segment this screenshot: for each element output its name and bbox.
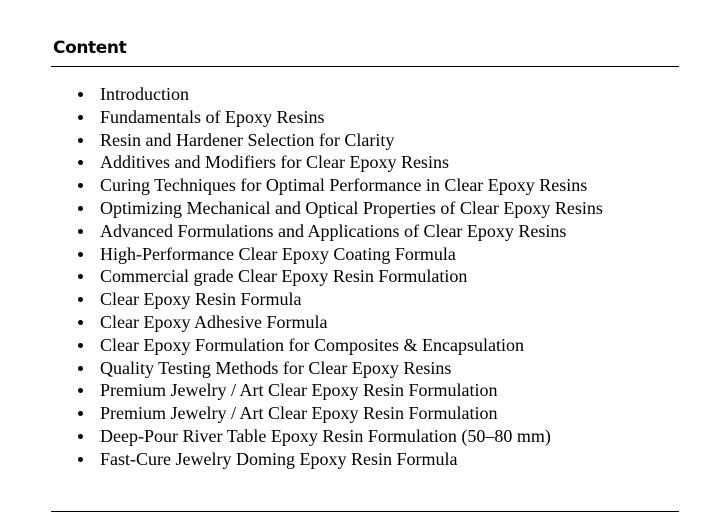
section-heading: Content xyxy=(53,38,127,58)
list-item-text: Commercial grade Clear Epoxy Resin Formulation xyxy=(100,266,468,287)
list-item xyxy=(0,106,603,129)
list-item-text: Optimizing Mechanical and Optical Properties of Clear Epoxy Resins xyxy=(100,197,603,218)
bullet-icon xyxy=(78,434,83,439)
bullet-icon xyxy=(78,115,83,120)
bullet-icon xyxy=(78,366,83,371)
list-item xyxy=(0,288,603,311)
list-item-text: Fast-Cure Jewelry Doming Epoxy Resin Formula xyxy=(100,448,458,469)
list-item xyxy=(0,357,603,380)
list-item-text: Clear Epoxy Formulation for Composites & Encapsulation xyxy=(100,334,524,355)
heading-divider xyxy=(51,66,679,67)
bullet-icon xyxy=(78,388,83,393)
list-item xyxy=(0,448,603,471)
bullet-icon xyxy=(78,343,83,348)
list-item-text: Resin and Hardener Selection for Clarity xyxy=(100,129,395,150)
list-item xyxy=(0,129,603,152)
list-item xyxy=(0,243,603,266)
list-item xyxy=(0,174,603,197)
bullet-icon xyxy=(78,252,83,257)
list-item-text: Introduction xyxy=(100,84,189,104)
list-item xyxy=(0,334,603,357)
list-item-text: Premium Jewelry / Art Clear Epoxy Resin Formulation xyxy=(100,380,498,401)
list-item-text: Clear Epoxy Adhesive Formula xyxy=(100,311,328,332)
list-item xyxy=(0,425,603,448)
bullet-icon xyxy=(78,92,83,97)
bullet-icon xyxy=(78,457,83,462)
bullet-icon xyxy=(78,206,83,211)
list-item-text: Additives and Modifiers for Clear Epoxy Resins xyxy=(100,152,449,173)
bullet-icon xyxy=(78,160,83,165)
list-item-text: Curing Techniques for Optimal Performance in Clear Epoxy Resins xyxy=(100,175,588,196)
list-item-text: Deep-Pour River Table Epoxy Resin Formulation (50–80 mm) xyxy=(100,425,551,446)
bullet-icon xyxy=(78,138,83,143)
list-item-text: Advanced Formulations and Applications of Clear Epoxy Resins xyxy=(100,220,567,241)
bullet-icon xyxy=(78,229,83,234)
list-item xyxy=(0,402,603,425)
list-item-text: Clear Epoxy Resin Formula xyxy=(100,289,302,310)
bullet-icon xyxy=(78,320,83,325)
list-item-text: Quality Testing Methods for Clear Epoxy Resins xyxy=(100,357,452,378)
list-item-text: Fundamentals of Epoxy Resins xyxy=(100,106,325,127)
list-item xyxy=(0,151,603,174)
list-item xyxy=(0,311,603,334)
list-item xyxy=(0,220,603,243)
list-item-text: Premium Jewelry / Art Clear Epoxy Resin Formulation xyxy=(100,403,498,424)
bullet-icon xyxy=(78,411,83,416)
bullet-icon xyxy=(78,183,83,188)
list-item xyxy=(0,265,603,288)
contents-list xyxy=(0,83,603,471)
bullet-icon xyxy=(78,274,83,279)
bullet-icon xyxy=(78,297,83,302)
list-item xyxy=(0,197,603,220)
list-item xyxy=(0,379,603,402)
list-item xyxy=(0,83,603,106)
list-item-text: High-Performance Clear Epoxy Coating Formula xyxy=(100,243,456,264)
footer-divider xyxy=(51,511,679,512)
